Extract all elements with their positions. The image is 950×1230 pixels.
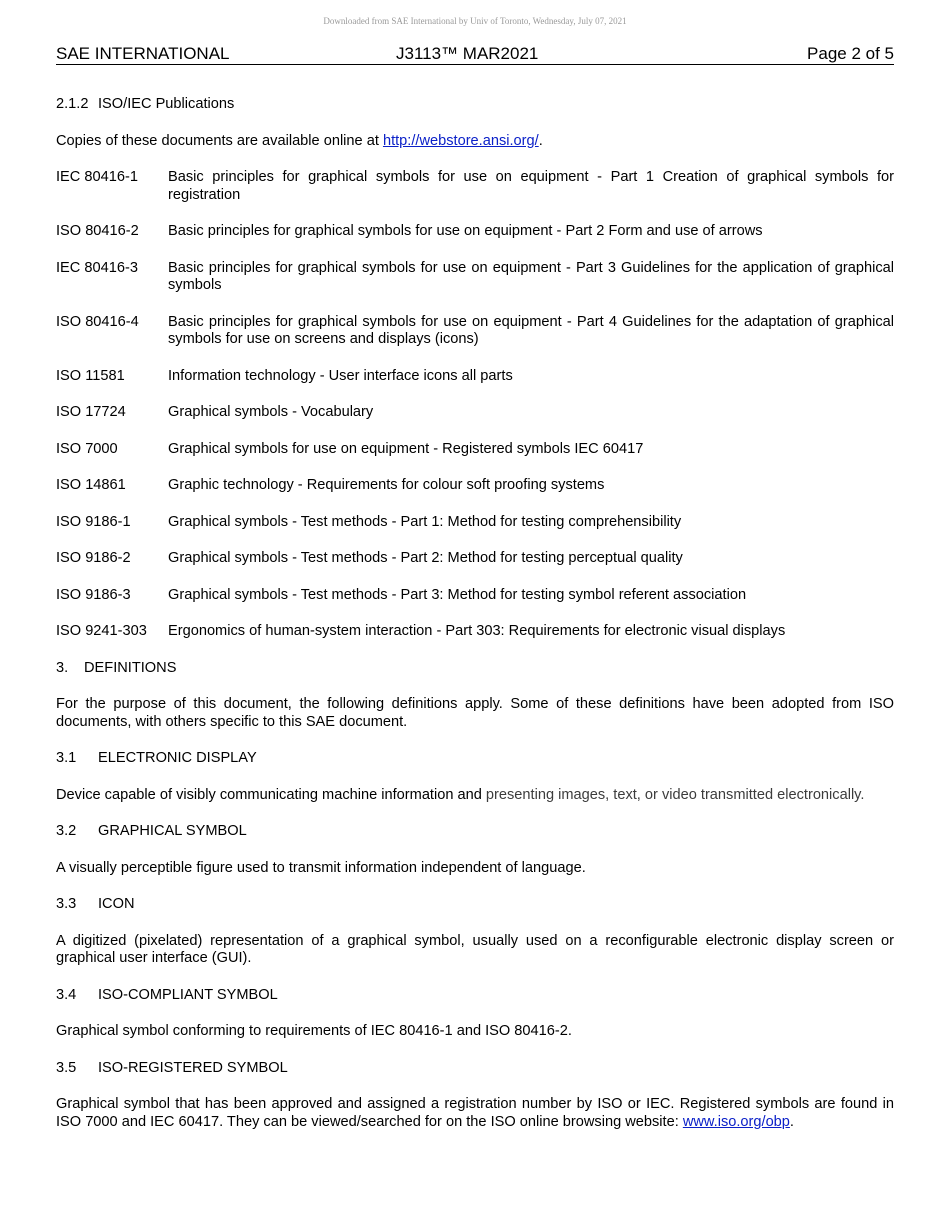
intro-end: . (538, 132, 543, 149)
definition-text: Device capable of visibly communicating machine information and (56, 786, 486, 803)
header-document-number: J3113™ MAR2021 (396, 44, 539, 63)
reference-code: ISO 9241-303 (56, 623, 147, 639)
reference-title: Graphical symbols - Vocabulary (168, 404, 374, 420)
header-organization: SAE INTERNATIONAL (56, 44, 230, 63)
definition-iso-registered-symbol (56, 1096, 894, 1131)
definition-graphical-symbol: A visually perceptible figure used to transmit information independent of language. (56, 859, 586, 876)
section-number: 3.1 (56, 750, 77, 766)
section-number: 3. (56, 659, 69, 676)
reference-code: IEC 80416-1 (56, 169, 138, 185)
reference-title: Information technology - User interface icons all parts (168, 367, 513, 384)
reference-title: Graphic technology - Requirements for colour soft proofing systems (168, 477, 605, 493)
definition-icon: A digitized (pixelated) representation of a graphical symbol, usually used on a reconfigurable electronic display screen or graphical user interface (GUI). (56, 932, 894, 966)
section-number: 3.5 (56, 1059, 77, 1076)
reference-item (56, 169, 894, 204)
section-title: ISO/IEC Publications (98, 96, 235, 112)
section-3-2-heading (56, 823, 894, 841)
reference-item (56, 368, 894, 386)
reference-code: ISO 9186-2 (56, 550, 131, 566)
section-3-1-heading (56, 750, 894, 768)
reference-code: IEC 80416-3 (56, 259, 138, 276)
reference-item (56, 404, 894, 422)
reference-title: Graphical symbols for use on equipment - Registered symbols IEC 60417 (168, 440, 644, 457)
section-title: ELECTRONIC DISPLAY (98, 750, 257, 766)
reference-title: Graphical symbols - Test methods - Part 2: Method for testing perceptual quality (168, 550, 683, 566)
section-3-heading (56, 660, 894, 678)
reference-item (56, 550, 894, 568)
reference-code: ISO 9186-3 (56, 586, 131, 603)
section-3-5-heading (56, 1060, 894, 1078)
section-title: ISO-COMPLIANT SYMBOL (98, 986, 278, 1003)
section-title: ICON (98, 896, 135, 912)
reference-code: ISO 80416-4 (56, 313, 139, 330)
page-header (56, 44, 894, 65)
reference-item (56, 514, 894, 532)
definition-electronic-display (56, 787, 894, 805)
section-3-4-heading (56, 987, 894, 1005)
section-3-3-heading (56, 896, 894, 914)
section-title: ISO-REGISTERED SYMBOL (98, 1059, 288, 1076)
reference-item (56, 260, 894, 295)
section-number: 2.1.2 (56, 96, 89, 112)
section-title: DEFINITIONS (84, 659, 177, 676)
section-number: 3.2 (56, 823, 77, 839)
reference-code: ISO 80416-2 (56, 223, 139, 239)
reference-title: Ergonomics of human-system interaction - Part 303: Requirements for electronic visual displays (168, 623, 786, 639)
definition-text: Graphical symbol that has been approved and assigned a registration number by ISO or IEC. Registered symbols are found in ISO 7000 and IEC 60417. They can be viewed/searched for on the ISO online browsing website: (56, 1096, 894, 1130)
reference-code: ISO 17724 (56, 404, 126, 420)
iso-obp-link[interactable]: www.iso.org/obp (682, 1113, 790, 1130)
reference-item (56, 441, 894, 459)
reference-code: ISO 9186-1 (56, 513, 131, 530)
reference-title: Graphical symbols - Test methods - Part 3: Method for testing symbol referent association (168, 586, 747, 603)
section-title: GRAPHICAL SYMBOL (98, 823, 247, 839)
reference-title: Graphical symbols - Test methods - Part 1: Method for testing comprehensibility (168, 513, 682, 530)
reference-item (56, 314, 894, 349)
section-number: 3.3 (56, 896, 77, 912)
section-number: 3.4 (56, 986, 77, 1003)
definition-text-continued: presenting images, text, or video transmitted electronically. (485, 786, 865, 803)
reference-code: ISO 14861 (56, 477, 126, 493)
reference-title: Basic principles for graphical symbols for use on equipment - Part 3 Guidelines for the application of graphical symbols (168, 259, 894, 293)
section-2-1-2-heading (56, 96, 894, 114)
download-watermark: Downloaded from SAE International by Univ of Toronto, Wednesday, July 07, 2021 (323, 16, 627, 26)
document-body (56, 96, 894, 1150)
reference-item (56, 623, 894, 641)
reference-title: Basic principles for graphical symbols for use on equipment - Part 4 Guidelines for the adaptation of graphical symbols for use on screens and displays (icons) (168, 313, 894, 347)
intro-text: Copies of these documents are available online at (56, 132, 383, 149)
reference-title: Basic principles for graphical symbols for use on equipment - Part 1 Creation of graphical symbols for registration (168, 169, 894, 203)
reference-item (56, 223, 894, 241)
ansi-webstore-link[interactable]: http://webstore.ansi.org/ (382, 132, 539, 149)
section-2-1-2-intro (56, 133, 894, 151)
definition-iso-compliant-symbol: Graphical symbol conforming to requirements of IEC 80416-1 and ISO 80416-2. (56, 1023, 572, 1039)
reference-code: ISO 11581 (56, 367, 125, 384)
definition-end: . (789, 1113, 794, 1130)
reference-title: Basic principles for graphical symbols for use on equipment - Part 2 Form and use of arrows (168, 223, 763, 239)
header-page-number: Page 2 of 5 (807, 44, 894, 63)
section-3-intro: For the purpose of this document, the following definitions apply. Some of these definitions have been adopted from ISO documents, with others specific to this SAE document. (56, 696, 894, 730)
reference-item (56, 587, 894, 605)
reference-list (56, 169, 894, 641)
reference-item (56, 477, 894, 495)
reference-code: ISO 7000 (56, 440, 118, 457)
